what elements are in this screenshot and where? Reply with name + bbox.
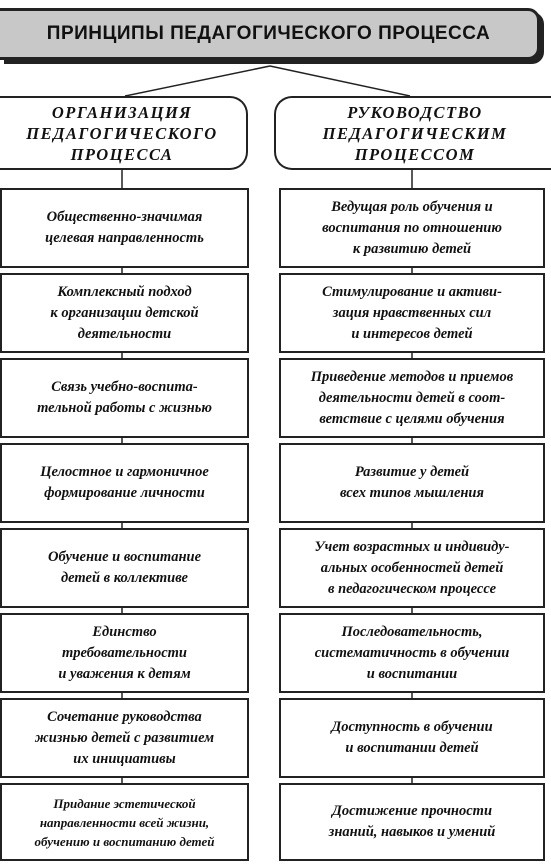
left-principle-box: Сочетание руководства жизнью детей с развитием их инициативы bbox=[0, 698, 249, 778]
right-principle-box: Приведение методов и приемов деятельности детей в соот- ветствие с целями обучения bbox=[279, 358, 545, 438]
right-principle-box: Ведущая роль обучения и воспитания по отношению к развитию детей bbox=[279, 188, 545, 268]
right-principle-box: Учет возрастных и индивиду- альных особенностей детей в педагогическом процессе bbox=[279, 528, 545, 608]
right-column-header: РУКОВОДСТВО ПЕДАГОГИЧЕСКИМ ПРОЦЕССОМ bbox=[274, 96, 551, 170]
left-principle-box: Придание эстетической направленности всей жизни, обучению и воспитанию детей bbox=[0, 783, 249, 861]
left-principle-box: Связь учебно-воспита- тельной работы с жизнью bbox=[0, 358, 249, 438]
left-principle-box: Целостное и гармоничное формирование личности bbox=[0, 443, 249, 523]
left-principle-box: Общественно-значимая целевая направленность bbox=[0, 188, 249, 268]
left-principle-box: Единство требовательности и уважения к детям bbox=[0, 613, 249, 693]
right-principle-box: Стимулирование и активи- зация нравственных сил и интересов детей bbox=[279, 273, 545, 353]
left-column-header: ОРГАНИЗАЦИЯ ПЕДАГОГИЧЕСКОГО ПРОЦЕССА bbox=[0, 96, 248, 170]
left-principle-box: Комплексный подход к организации детской деятельности bbox=[0, 273, 249, 353]
left-principle-box: Обучение и воспитание детей в коллективе bbox=[0, 528, 249, 608]
title-to-left-header-line bbox=[125, 66, 270, 96]
diagram-title: ПРИНЦИПЫ ПЕДАГОГИЧЕСКОГО ПРОЦЕССА bbox=[0, 8, 540, 60]
right-principle-box: Развитие у детей всех типов мышления bbox=[279, 443, 545, 523]
right-principle-box: Достижение прочности знаний, навыков и умений bbox=[279, 783, 545, 861]
right-principle-box: Доступность в обучении и воспитании детей bbox=[279, 698, 545, 778]
title-to-right-header-line bbox=[270, 66, 410, 96]
right-principle-box: Последовательность, систематичность в обучении и воспитании bbox=[279, 613, 545, 693]
